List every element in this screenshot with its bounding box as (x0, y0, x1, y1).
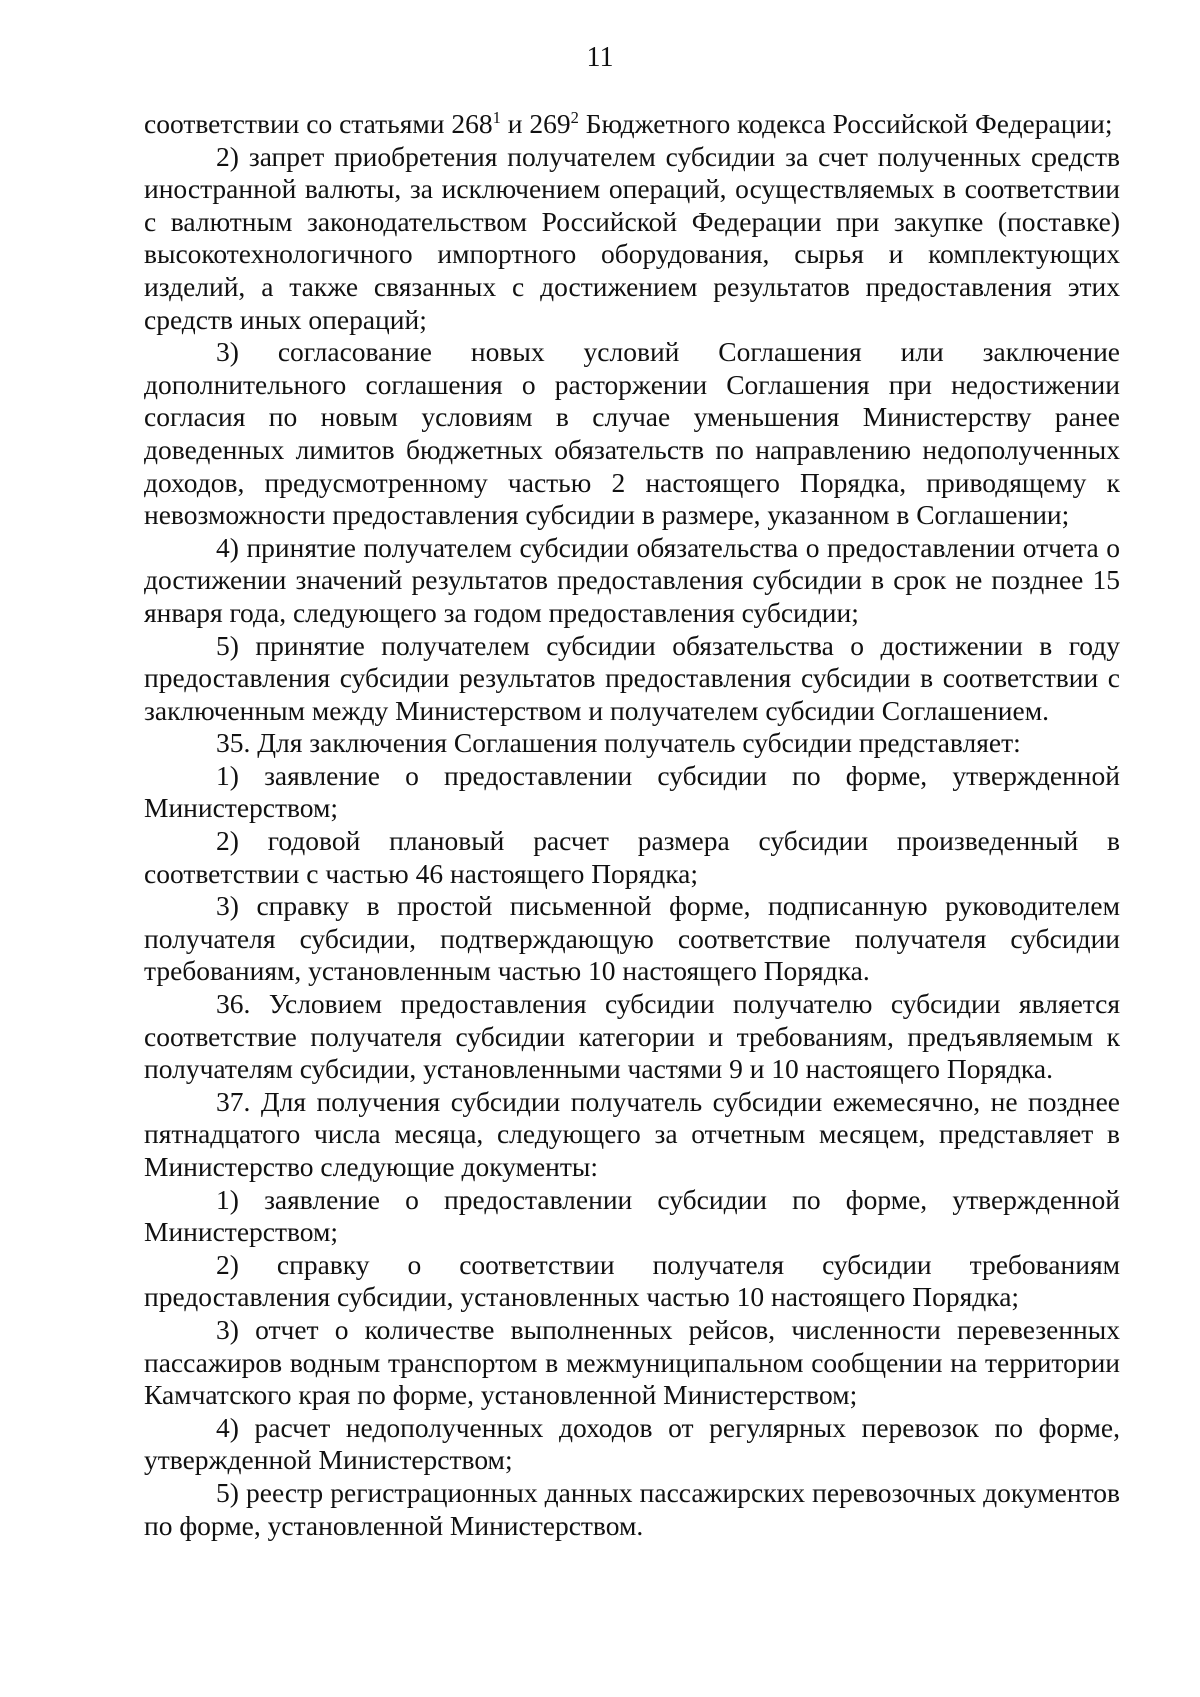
clause-37-item-2: 2) справку о соответствии получателя субсидии требованиям предоставления субсидии, установленных частью 10 настоящего Порядка; (144, 1248, 1120, 1313)
clause-35-item-1: 1) заявление о предоставлении субсидии по форме, утвержденной Министерством; (144, 759, 1120, 824)
clause-37: 37. Для получения субсидии получатель субсидии ежемесячно, не позднее пятнадцатого числа месяца, следующего за отчетным месяцем, представляет в Министерство следующие документы: (144, 1085, 1120, 1182)
page-number: 11 (586, 42, 614, 73)
clause-37-item-1: 1) заявление о предоставлении субсидии по форме, утвержденной Министерством; (144, 1183, 1120, 1248)
paragraph-text-part: соответствии со статьями 268 (144, 108, 493, 139)
paragraph-continuation (144, 108, 1120, 141)
clause-36: 36. Условием предоставления субсидии получателю субсидии является соответствие получателя субсидии категории и требованиям, предъявляемым к получателям субсидии, установленными частями 9 и 10 настоящего Порядка. (144, 988, 1120, 1085)
list-item-4-report-obligation: 4) принятие получателем субсидии обязательства о предоставлении отчета о достижении значений результатов предоставления субсидии в срок не позднее 15 января года, следующего за годом предоставления субсидии; (144, 531, 1120, 628)
list-item-2-ban-foreign-currency: 2) запрет приобретения получателем субсидии за счет полученных средств иностранной валюты, за исключением операций, осуществляемых в соответствии с валютным законодательством Российской Федерации при закупке (поставке) высокотехнологичного импортного оборудования, сырья и комплектующих изделий, а также связанных с достижением результатов предоставления этих средств иных операций; (144, 140, 1120, 335)
clause-35-item-2: 2) годовой плановый расчет размера субсидии произведенный в соответствии с частью 46 настоящего Порядка; (144, 825, 1120, 889)
paragraph-text-part: Бюджетного кодекса Российской Федерации; (578, 108, 1113, 139)
clause-37-item-4: 4) расчет недополученных доходов от регулярных перевозок по форме, утвержденной Министерством; (144, 1411, 1120, 1476)
superscript: 2 (570, 107, 579, 127)
list-item-3-agreement-terms: 3) согласование новых условий Соглашения или заключение дополнительного соглашения о расторжении Соглашения при недостижении согласия по новым условиям в случае уменьшения Министерству ранее доведенных лимитов бюджетных обязательств по направлению недополученных доходов, предусмотренному частью 2 настоящего Порядка, приводящему к невозможности предоставления субсидии в размере, указанном в Соглашении; (144, 336, 1120, 531)
paragraph-text-part: и 269 (500, 108, 571, 139)
list-item-5-results-obligation: 5) принятие получателем субсидии обязательства о достижении в году предоставления субсидии результатов предоставления субсидии в соответствии с заключенным между Министерством и получателем субсидии Соглашением. (144, 629, 1120, 726)
document-body (144, 108, 1120, 1542)
clause-37-item-5: 5) реестр регистрационных данных пассажирских перевозочных документов по форме, установленной Министерством. (144, 1476, 1120, 1541)
superscript: 1 (492, 107, 501, 127)
clause-37-item-3: 3) отчет о количестве выполненных рейсов, численности перевезенных пассажиров водным транспортом в межмуниципальном сообщении на территории Камчатского края по форме, установленной Министерством; (144, 1313, 1120, 1411)
clause-35-item-3: 3) справку в простой письменной форме, подписанную руководителем получателя субсидии, подтверждающую соответствие получателя субсидии требованиям, установленным частью 10 настоящего Порядка. (144, 890, 1120, 987)
clause-35: 35. Для заключения Соглашения получатель субсидии представляет: (216, 727, 1021, 759)
